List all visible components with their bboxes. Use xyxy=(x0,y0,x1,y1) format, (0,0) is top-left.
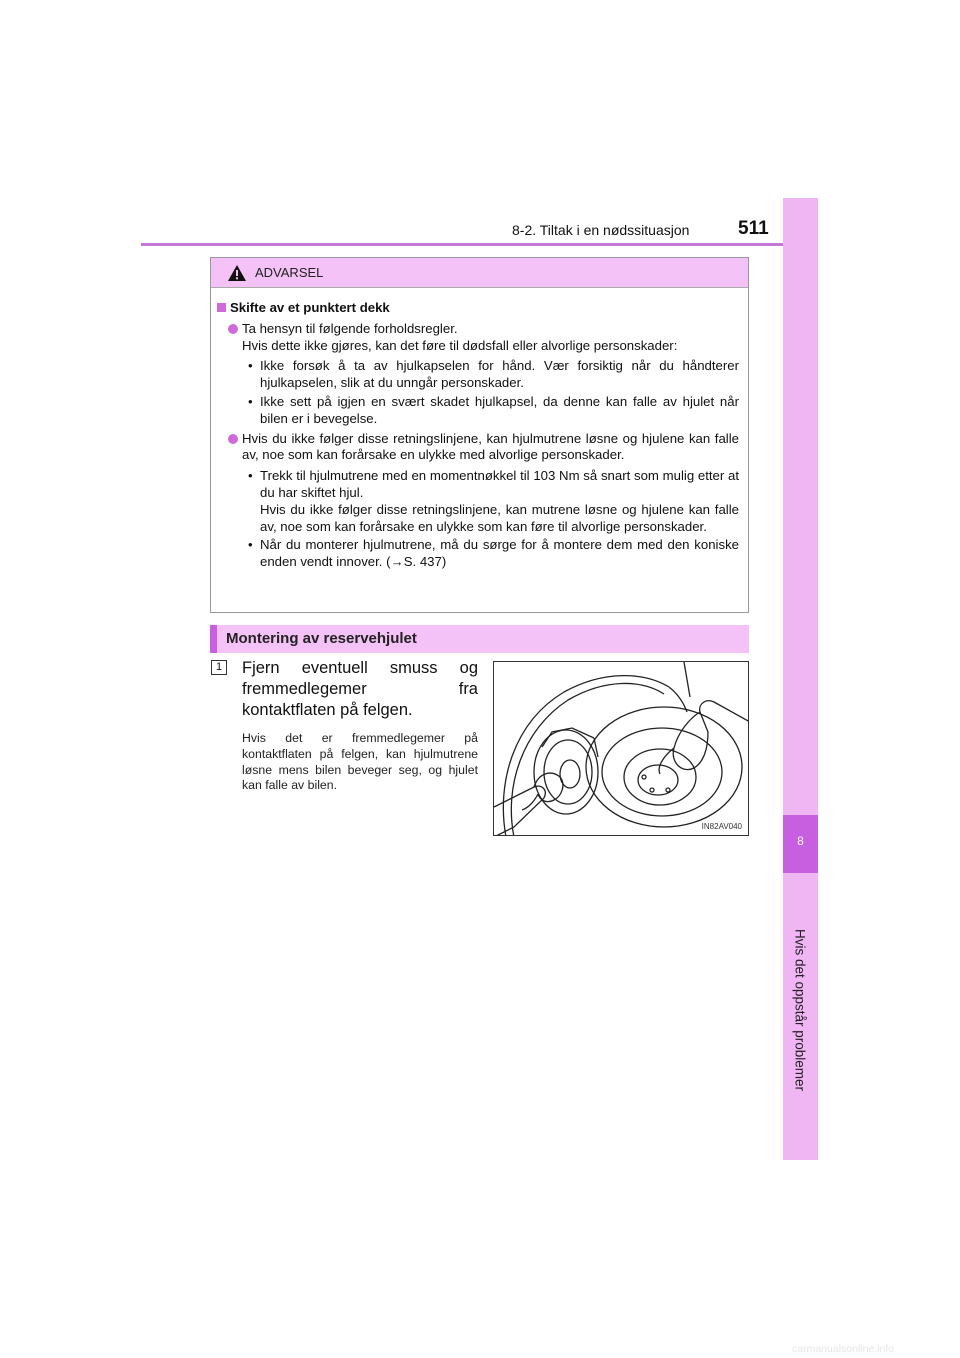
circle-bullet-icon xyxy=(228,434,238,444)
wheel-hub-drawing xyxy=(494,662,749,836)
svg-text:carmanualsonline.info: carmanualsonline.info xyxy=(792,1343,895,1354)
circle-bullet-icon xyxy=(228,324,238,334)
section-heading: Montering av reservehjulet xyxy=(226,630,417,647)
warning-item-line: Ta hensyn til følgende forholdsregler. xyxy=(242,320,458,336)
step-instruction: Fjern eventuell smuss og fremmedlegemer fra kontaktflaten på felgen. xyxy=(242,659,478,719)
step-number: 1 xyxy=(211,660,227,675)
warning-item-line: Hvis dette ikke gjøres, kan det føre til dødsfall eller alvorlige personskader: xyxy=(242,337,678,353)
page-number: 511 xyxy=(738,218,769,239)
warning-bullet: • Ikke forsøk å ta av hjulkapselen for hånd. Vær forsiktig når du håndterer hjulkapselen, slik at du unngår personskader. xyxy=(248,358,739,391)
header-rule xyxy=(141,243,818,246)
warning-bullet: • Når du monterer hjulmutrene, må du sørge for å montere dem med den koniske enden vendt innover. (→S. 437) xyxy=(248,537,739,570)
warning-body xyxy=(217,300,747,574)
warning-bullet-list xyxy=(217,468,747,571)
warning-bullet: • Trekk til hjulmutrene med en momentnøkkel til 103 Nm så snart som mulig etter at du har skiftet hjul. Hvis du ikke følger disse retningslinjene, kan mutrene løsne og hjulene kan falle av, noe som kan forårsake en ulykke som kan føre til alvorlige personskader. xyxy=(248,468,739,534)
chapter-title: Hvis det oppstår problemer xyxy=(792,928,808,1092)
illustration-code: IN82AV040 xyxy=(701,822,742,831)
warning-box xyxy=(210,257,749,613)
step-note: Hvis det er fremmedlegemer på kontaktflaten på felgen, kan hjulmutrene løsne mens bilen beveger seg, og hjulet kan falle av bilen. xyxy=(242,731,478,793)
warning-triangle-icon xyxy=(227,264,247,282)
carmanualsonline-watermark xyxy=(792,1342,952,1354)
square-bullet-icon xyxy=(217,303,226,312)
warning-item xyxy=(217,431,747,465)
warning-heading: Skifte av et punktert dekk xyxy=(217,300,747,317)
warning-bullet: • Ikke sett på igjen en svært skadet hjulkapsel, da denne kan falle av hjulet når bilen er i bevegelse. xyxy=(248,393,739,426)
section-heading-bar xyxy=(210,625,749,653)
warning-item xyxy=(217,321,747,355)
chapter-number: 8 xyxy=(797,834,804,848)
section-title: 8-2. Tiltak i en nødssituasjon xyxy=(512,222,690,238)
warning-bullet-list xyxy=(217,358,747,427)
warning-header xyxy=(211,258,748,288)
wheel-cleaning-illustration xyxy=(493,661,749,836)
section-heading-accent xyxy=(210,625,217,653)
warning-label: ADVARSEL xyxy=(255,265,324,280)
warning-item-line: Hvis du ikke følger disse retningslinjene, kan hjulmutrene løsne og hjulene kan falle av, noe som kan forårsake en ulykke med alvorlige personskader. xyxy=(242,430,739,463)
